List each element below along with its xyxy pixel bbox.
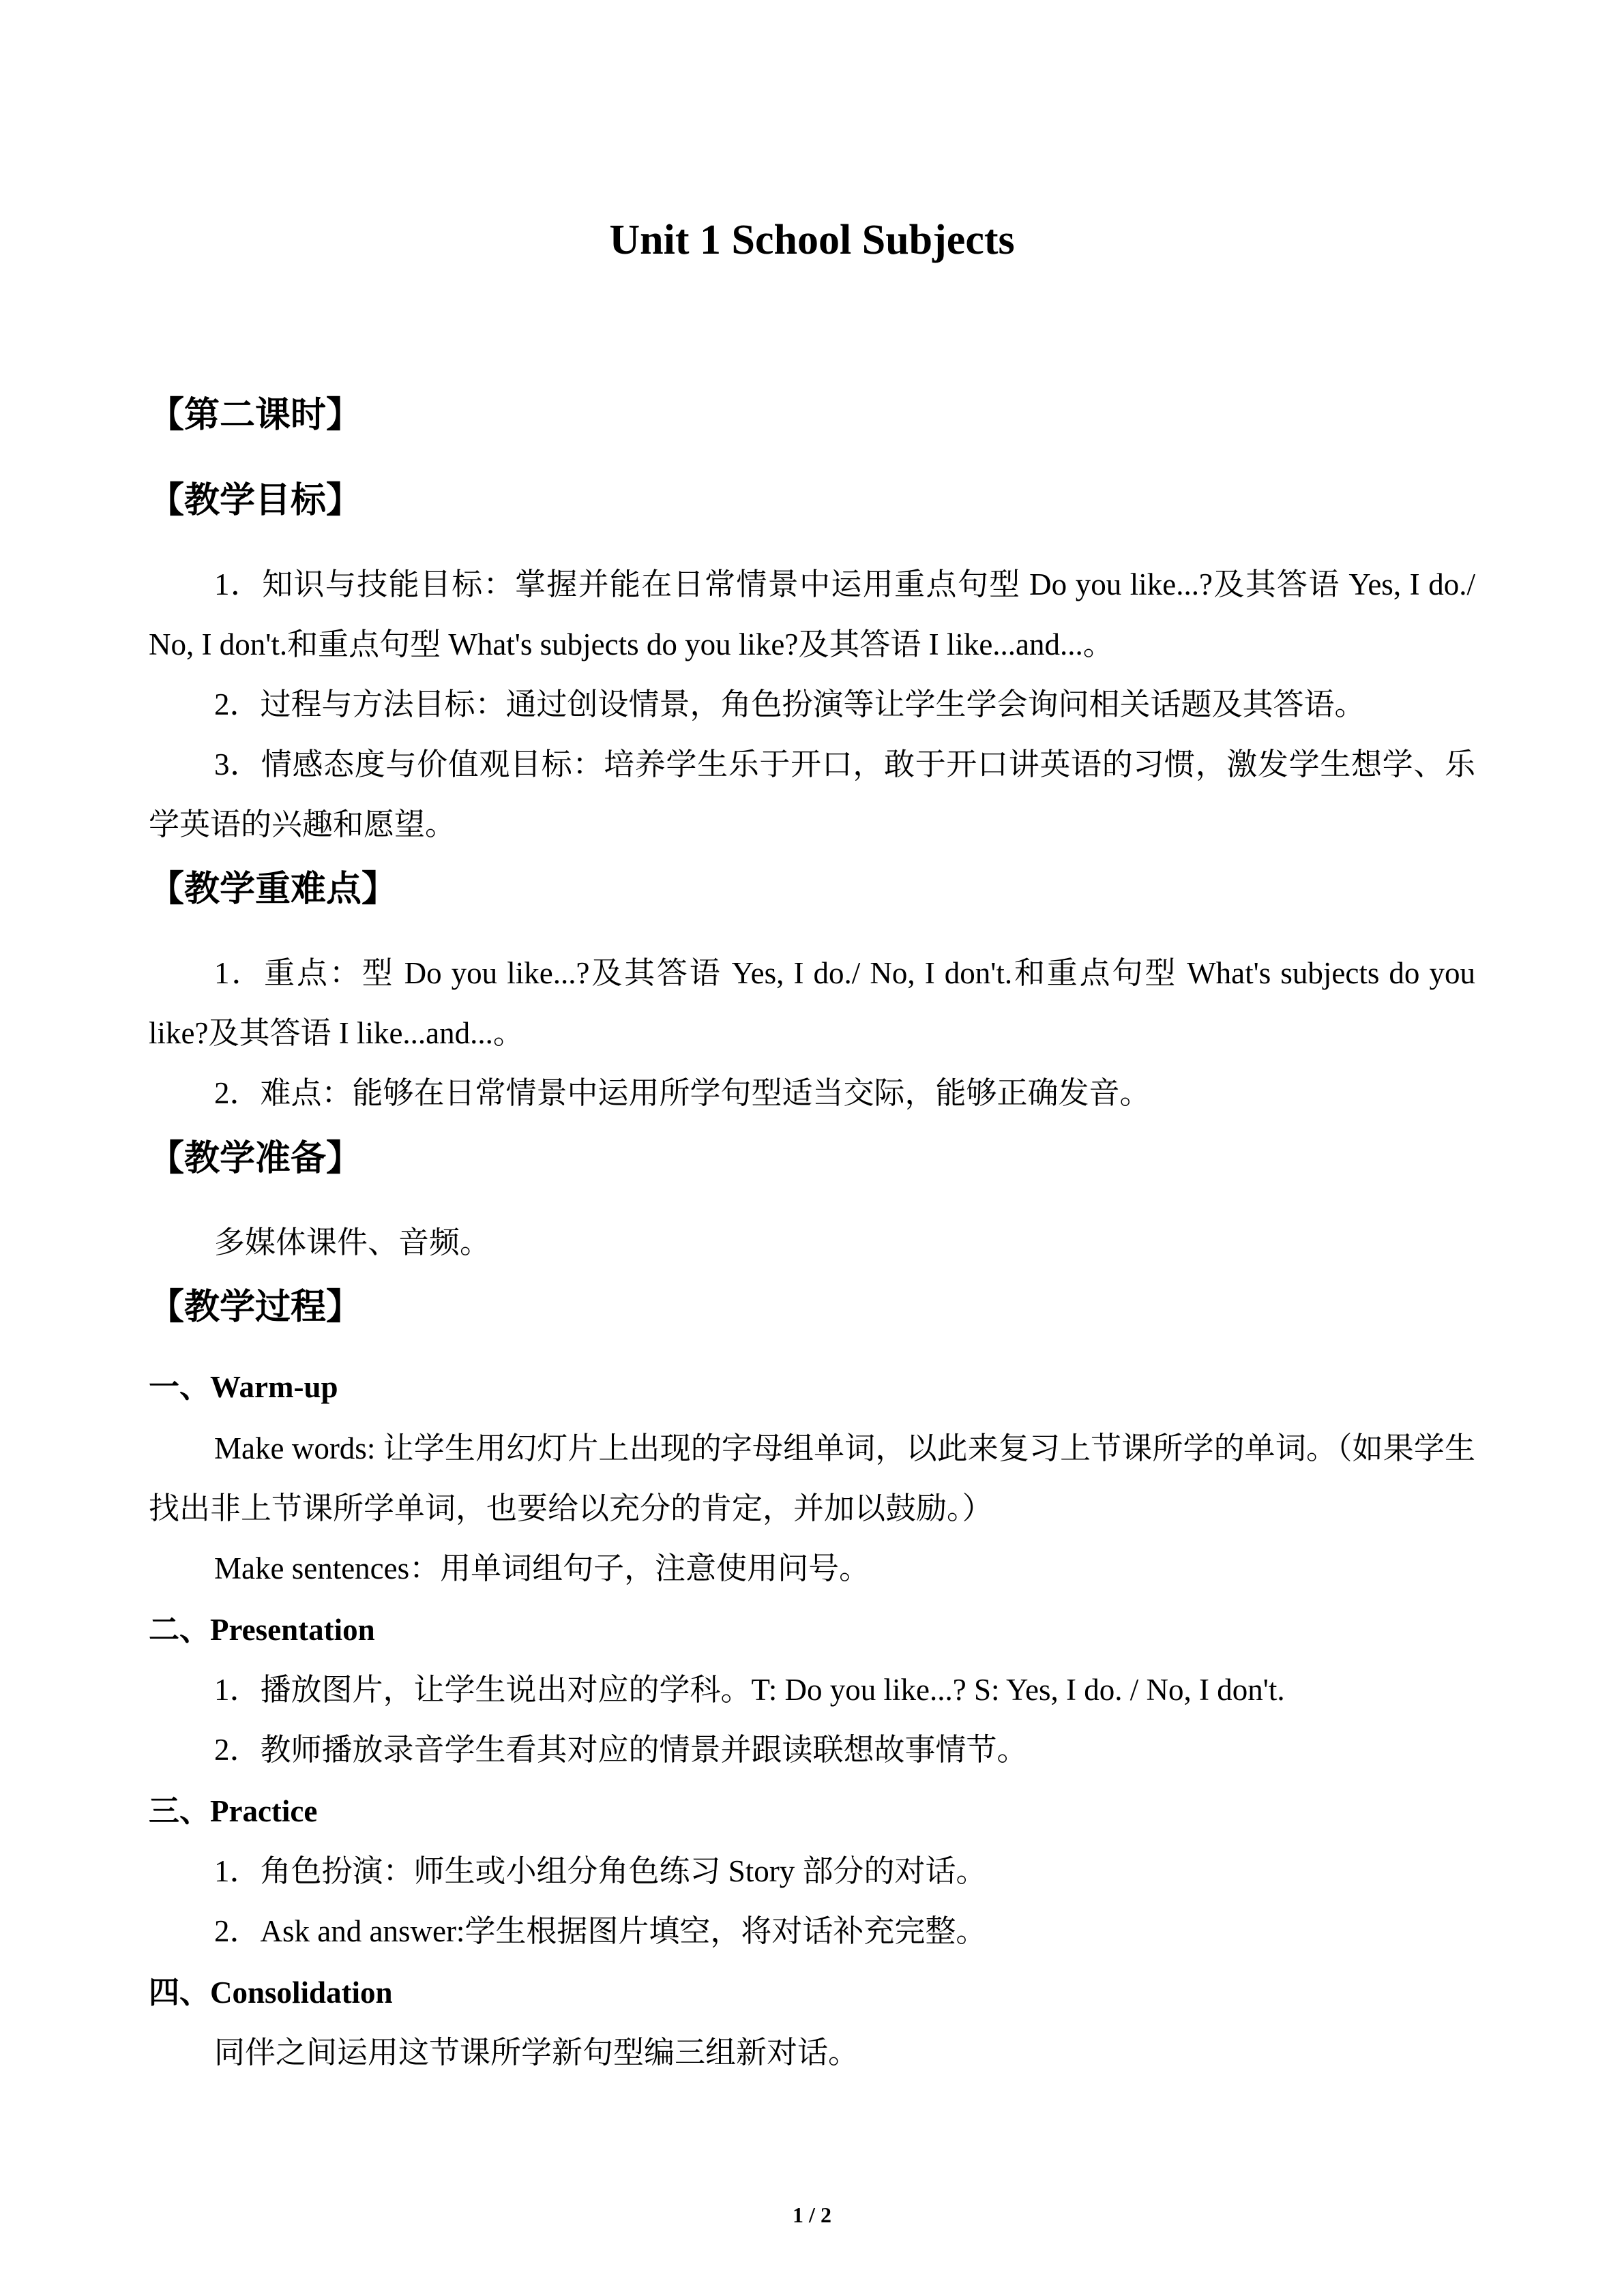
step-practice-item-2: 2．Ask and answer:学生根据图片填空，将对话补充完整。 xyxy=(214,1914,987,1948)
key-points-item-2: 2．难点：能够在日常情景中运用所学句型适当交际，能够正确发音。 xyxy=(214,1076,1151,1110)
step-practice-item-1: 1．角色扮演：师生或小组分角色练习 Story 部分的对话。 xyxy=(214,1854,987,1888)
lesson-heading: 【第二课时】 xyxy=(149,396,362,435)
goals-item-1: 1．知识与技能目标：掌握并能在日常情景中运用重点句型 Do you like...?及其答语 Yes, I do./ No, I don't.和重点句型 What's subjects do you like?及其答语 I like...and...。 xyxy=(149,567,1475,661)
step-practice-label: 三、Practice xyxy=(149,1794,318,1828)
preparation-heading: 【教学准备】 xyxy=(149,1139,362,1178)
process-heading: 【教学过程】 xyxy=(149,1288,362,1327)
key-points-heading: 【教学重难点】 xyxy=(149,870,398,909)
step-presentation-item-1: 1．播放图片，让学生说出对应的学科。T: Do you like...? S: Yes, I do. / No, I don't. xyxy=(214,1673,1285,1707)
step-consolidation-item-1: 同伴之间运用这节课所学新句型编三组新对话。 xyxy=(214,2036,859,2070)
step-presentation-item-2: 2．教师播放录音学生看其对应的情景并跟读联想故事情节。 xyxy=(214,1733,1028,1767)
step-warmup-item-1: Make words: 让学生用幻灯片上出现的字母组单词，以此来复习上节课所学的单词。（如果学生找出非上节课所学单词，也要给以充分的肯定，并加以鼓励。） xyxy=(149,1431,1475,1525)
goals-item-3: 3．情感态度与价值观目标：培养学生乐于开口，敢于开口讲英语的习惯，激发学生想学、乐学英语的兴趣和愿望。 xyxy=(149,747,1475,841)
page-number: 1 / 2 xyxy=(793,2203,831,2227)
goals-item-2: 2．过程与方法目标：通过创设情景，角色扮演等让学生学会询问相关话题及其答语。 xyxy=(214,687,1365,721)
preparation-text: 多媒体课件、音频。 xyxy=(214,1225,491,1259)
page-title: Unit 1 School Subjects xyxy=(609,217,1015,263)
step-presentation-label: 二、Presentation xyxy=(149,1613,375,1647)
step-warmup-label: 一、Warm-up xyxy=(149,1370,338,1404)
step-warmup-item-2: Make sentences：用单词组句子，注意使用问号。 xyxy=(214,1551,870,1585)
key-points-item-1: 1．重点：型 Do you like...?及其答语 Yes, I do./ No, I don't.和重点句型 What's subjects do you like?及其答语 I like...and...。 xyxy=(149,956,1475,1050)
goals-heading: 【教学目标】 xyxy=(149,481,362,520)
step-consolidation-label: 四、Consolidation xyxy=(149,1976,393,2010)
